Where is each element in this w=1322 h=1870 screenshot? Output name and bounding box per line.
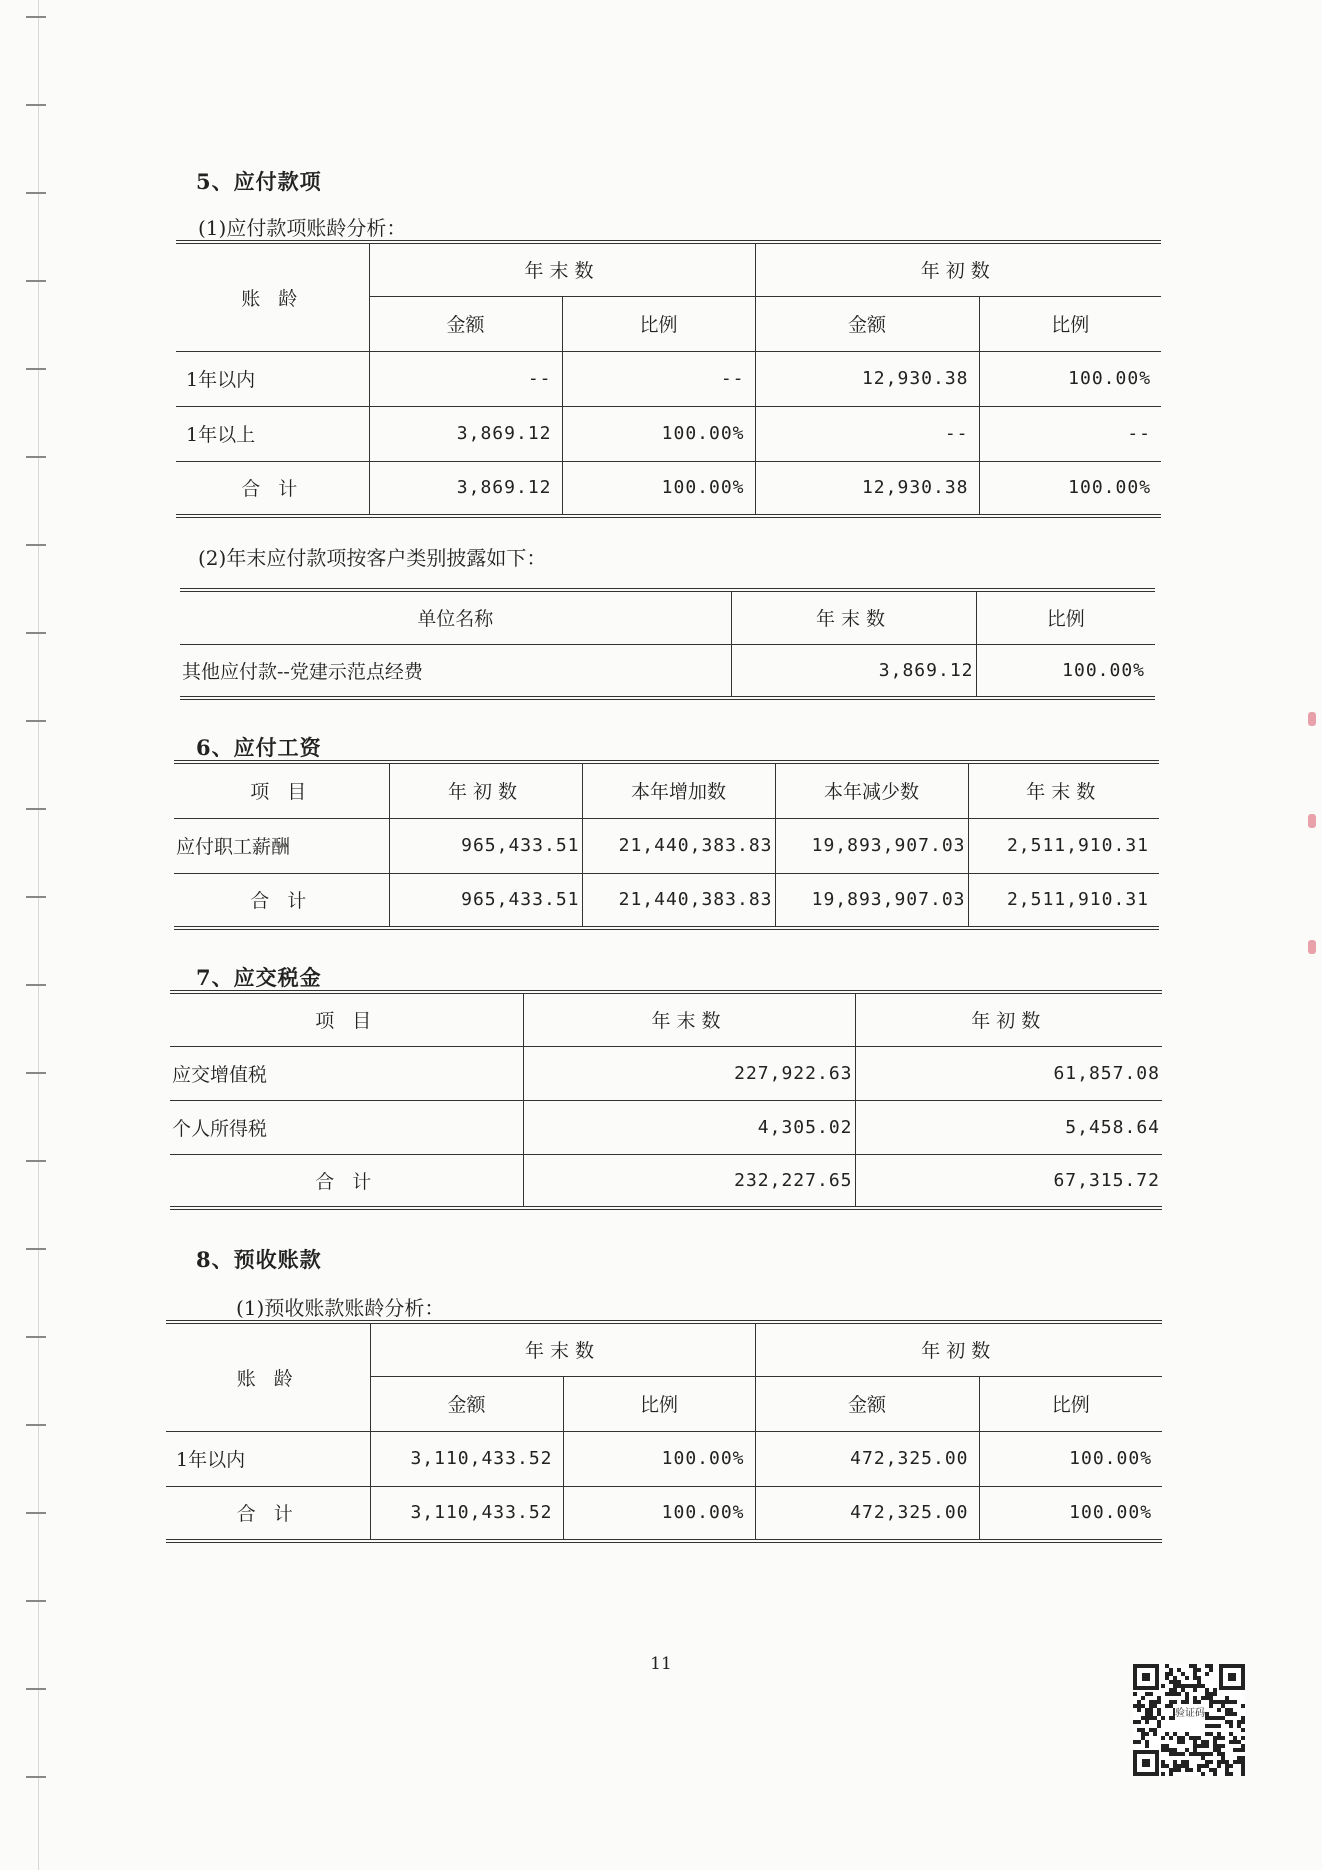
cell-begin-amount: 12,930.38: [755, 351, 979, 406]
cell-unit-name: 其他应付款--党建示范点经费: [180, 644, 731, 698]
binding-hole-mark: [26, 1688, 46, 1690]
cell-item: 个人所得税: [170, 1100, 523, 1154]
header-item: 项 目: [170, 992, 523, 1046]
cell-begin-ratio: 100.00%: [979, 351, 1161, 406]
cell-increase: 21,440,383.83: [582, 873, 775, 928]
cell-begin-ratio: 100.00%: [979, 1431, 1162, 1486]
cell-total-label: 合 计: [166, 1486, 370, 1541]
header-year-end: 年末数: [369, 242, 755, 296]
section6-title: 6、应付工资: [196, 735, 322, 760]
table-row: [170, 1100, 1162, 1154]
binding-hole-mark: [26, 544, 46, 546]
cell-end-amount: 3,869.12: [369, 406, 562, 461]
header-year-end: 年末数: [523, 992, 855, 1046]
cell-begin-amount: 472,325.00: [755, 1486, 979, 1541]
cell-end: 2,511,910.31: [968, 818, 1159, 873]
cell-age: 1年以内: [166, 1431, 370, 1486]
header-unit-name: 单位名称: [180, 590, 731, 644]
binding-hole-mark: [26, 1072, 46, 1074]
table-row: [180, 644, 1155, 698]
payables-by-customer-table: [180, 588, 1155, 700]
section5-subtitle-2: (2)年末应付款项按客户类别披露如下：: [198, 546, 547, 570]
binding-hole-mark: [26, 456, 46, 458]
cell-end: 4,305.02: [523, 1100, 855, 1154]
cell-begin: 965,433.51: [389, 818, 582, 873]
seal-trace: [1308, 940, 1316, 954]
header-amount: 金额: [370, 1376, 563, 1431]
cell-ratio: 100.00%: [976, 644, 1155, 698]
seal-trace: [1308, 712, 1316, 726]
binding-hole-mark: [26, 632, 46, 634]
cell-end: 227,922.63: [523, 1046, 855, 1100]
section7-title: 7、应交税金: [196, 965, 322, 990]
header-ratio: 比例: [979, 296, 1161, 351]
table-row: [176, 351, 1161, 406]
cell-begin-amount: --: [755, 406, 979, 461]
cell-begin-amount: 472,325.00: [755, 1431, 979, 1486]
binding-hole-mark: [26, 984, 46, 986]
cell-age: 1年以内: [176, 351, 369, 406]
binding-hole-mark: [26, 1160, 46, 1162]
taxes-payable-table: [170, 990, 1162, 1210]
header-ratio: 比例: [979, 1376, 1162, 1431]
table-row: [166, 1431, 1162, 1486]
wages-payable-table: [174, 760, 1159, 930]
header-ratio: 比例: [976, 590, 1155, 644]
cell-begin: 67,315.72: [855, 1154, 1162, 1208]
header-item: 项 目: [174, 762, 389, 818]
page-number: 11: [650, 1654, 672, 1674]
cell-end-ratio: --: [562, 351, 755, 406]
advance-receipts-aging-table: [166, 1320, 1162, 1543]
header-year-begin: 年初数: [855, 992, 1162, 1046]
cell-decrease: 19,893,907.03: [775, 818, 968, 873]
table-row: [176, 406, 1161, 461]
header-year-end: 年末数: [968, 762, 1159, 818]
cell-end: 232,227.65: [523, 1154, 855, 1208]
binding-hole-mark: [26, 1512, 46, 1514]
cell-age: 1年以上: [176, 406, 369, 461]
header-amount: 金额: [755, 296, 979, 351]
header-year-begin: 年初数: [755, 1322, 1162, 1376]
cell-begin: 61,857.08: [855, 1046, 1162, 1100]
cell-begin-amount: 12,930.38: [755, 461, 979, 516]
cell-end-amount: 3,869.12: [369, 461, 562, 516]
table-total-row: [170, 1154, 1162, 1208]
table-row: [170, 1046, 1162, 1100]
cell-end-ratio: 100.00%: [562, 406, 755, 461]
seal-trace: [1308, 814, 1316, 828]
cell-begin-ratio: 100.00%: [979, 461, 1161, 516]
cell-begin: 965,433.51: [389, 873, 582, 928]
cell-begin: 5,458.64: [855, 1100, 1162, 1154]
cell-end: 2,511,910.31: [968, 873, 1159, 928]
header-amount: 金额: [369, 296, 562, 351]
cell-end-amount: 3,110,433.52: [370, 1431, 563, 1486]
header-age: 账 龄: [176, 242, 369, 351]
header-year-end: 年末数: [731, 590, 976, 644]
cell-total-label: 合 计: [170, 1154, 523, 1208]
table-row: [174, 818, 1159, 873]
cell-item: 应付职工薪酬: [174, 818, 389, 873]
qr-code-icon: [1133, 1664, 1245, 1776]
section5-title: 5、应付款项: [196, 169, 322, 194]
payables-aging-table: [176, 240, 1161, 518]
binding-hole-mark: [26, 192, 46, 194]
binding-hole-mark: [26, 1600, 46, 1602]
header-year-begin: 年初数: [389, 762, 582, 818]
binding-hole-mark: [26, 808, 46, 810]
header-age: 账 龄: [166, 1322, 370, 1431]
cell-decrease: 19,893,907.03: [775, 873, 968, 928]
binding-hole-mark: [26, 1336, 46, 1338]
cell-total-label: 合 计: [176, 461, 369, 516]
cell-end: 3,869.12: [731, 644, 976, 698]
section8-title: 8、预收账款: [196, 1247, 322, 1272]
section8-subtitle-1: (1)预收账款账龄分析：: [236, 1296, 445, 1320]
header-ratio: 比例: [562, 296, 755, 351]
section5-subtitle-1: (1)应付款项账龄分析：: [198, 216, 407, 240]
binding-hole-mark: [26, 368, 46, 370]
header-amount: 金额: [755, 1376, 979, 1431]
binding-hole-mark: [26, 1776, 46, 1778]
header-year-begin: 年初数: [755, 242, 1161, 296]
cell-begin-ratio: 100.00%: [979, 1486, 1162, 1541]
cell-end-ratio: 100.00%: [563, 1486, 755, 1541]
binding-hole-mark: [26, 1424, 46, 1426]
binding-hole-mark: [26, 720, 46, 722]
binding-hole-mark: [26, 896, 46, 898]
cell-begin-ratio: --: [979, 406, 1161, 461]
table-total-row: [166, 1486, 1162, 1541]
table-total-row: [174, 873, 1159, 928]
cell-end-amount: 3,110,433.52: [370, 1486, 563, 1541]
table-total-row: [176, 461, 1161, 516]
binding-hole-mark: [26, 1248, 46, 1250]
header-ratio: 比例: [563, 1376, 755, 1431]
cell-item: 应交增值税: [170, 1046, 523, 1100]
cell-end-ratio: 100.00%: [563, 1431, 755, 1486]
qr-caption: 验证码: [1175, 1708, 1205, 1719]
cell-end-ratio: 100.00%: [562, 461, 755, 516]
cell-end-amount: --: [369, 351, 562, 406]
binding-hole-mark: [26, 16, 46, 18]
cell-increase: 21,440,383.83: [582, 818, 775, 873]
binding-hole-mark: [26, 280, 46, 282]
header-decrease: 本年减少数: [775, 762, 968, 818]
binding-hole-mark: [26, 104, 46, 106]
header-year-end: 年末数: [370, 1322, 755, 1376]
cell-total-label: 合 计: [174, 873, 389, 928]
header-increase: 本年增加数: [582, 762, 775, 818]
